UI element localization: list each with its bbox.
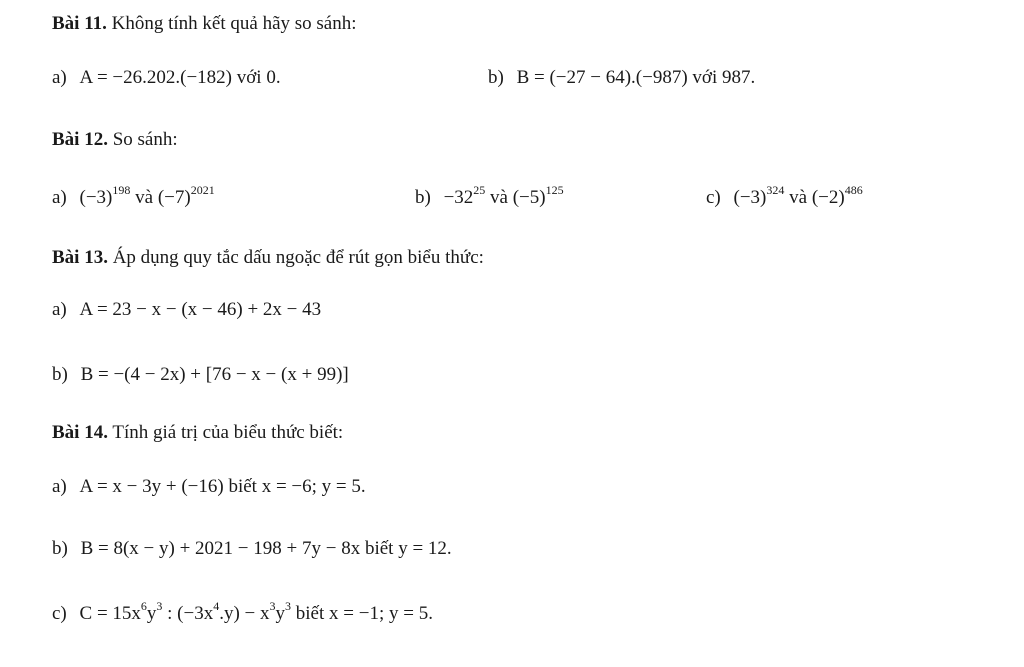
bai14-heading: Bài 14. (52, 422, 108, 443)
bai13-a-expr: A = 23 − x − (x − 46) + 2x − 43 (79, 299, 322, 320)
bai12-a-base2: (−7) (157, 187, 191, 208)
bai14-part-a (52, 473, 366, 501)
bai11-part-a (52, 64, 281, 92)
bai14-a-expr: A = x − 3y + (−16) (79, 476, 224, 497)
bai11-b-tail: với 987. (687, 67, 756, 88)
bai13-title (52, 244, 484, 272)
bai12-a-exp1: 198 (112, 183, 131, 197)
bai14-c-mid2: .y) − x (219, 603, 270, 624)
bai12-b-exp1: 25 (473, 183, 486, 197)
bai13-prompt: Áp dụng quy tắc dấu ngoặc để rút gọn biểu thức: (107, 247, 484, 268)
bai14-prompt: Tính giá trị của biểu thức biết: (107, 422, 344, 443)
bai14-c-y1: y (146, 603, 157, 624)
bai11-a-label: a) (52, 67, 67, 88)
bai12-heading: Bài 12. (52, 129, 108, 150)
bai14-c-mid: : (−3x (162, 603, 214, 624)
bai14-b-tail: biết y = 12. (360, 538, 452, 559)
bai14-c-e1: 6 (140, 599, 147, 613)
bai14-b-label: b) (52, 538, 68, 559)
bai11-title (52, 10, 357, 38)
bai12-b-label: b) (415, 187, 431, 208)
bai12-c-label: c) (706, 187, 721, 208)
bai13-part-b (52, 361, 349, 389)
bai12-c-exp1: 324 (766, 183, 785, 197)
bai12-a-va: và (130, 187, 158, 208)
bai11-heading: Bài 11. (52, 13, 107, 34)
bai13-heading: Bài 13. (52, 247, 108, 268)
bai14-c-e5: 3 (285, 599, 292, 613)
bai11-b-expr: B = (−27 − 64).(−987) (516, 67, 688, 88)
bai14-c-label: c) (52, 603, 67, 624)
bai14-title (52, 419, 343, 447)
bai13-b-label: b) (52, 364, 68, 385)
bai12-c-base1: (−3) (733, 187, 767, 208)
bai12-a-exp2: 2021 (190, 183, 215, 197)
bai14-c-pre: C = 15x (79, 603, 141, 624)
bai12-a-label: a) (52, 187, 67, 208)
bai12-b-va: và (485, 187, 513, 208)
bai12-b-exp2: 125 (545, 183, 564, 197)
bai12-c-va: và (784, 187, 812, 208)
bai14-c-e4: 3 (269, 599, 276, 613)
bai12-c-base2: (−2) (811, 187, 845, 208)
bai14-a-label: a) (52, 476, 67, 497)
bai12-c-exp2: 486 (844, 183, 863, 197)
bai12-prompt: So sánh: (107, 129, 178, 150)
bai12-part-a (52, 184, 215, 212)
bai13-b-expr: B = −(4 − 2x) + [76 − x − (x + 99)] (80, 364, 349, 385)
bai14-b-expr: B = 8(x − y) + 2021 − 198 + 7y − 8x (80, 538, 361, 559)
bai14-c-y2: y (275, 603, 286, 624)
bai14-c-e3: 4 (213, 599, 220, 613)
bai13-a-label: a) (52, 299, 67, 320)
bai14-part-b (52, 535, 452, 563)
bai12-a-base1: (−3) (79, 187, 113, 208)
bai11-a-expr: A = −26.202.(−182) (79, 67, 232, 88)
bai11-part-b (488, 64, 755, 92)
bai14-c-expr (79, 599, 292, 624)
bai12-part-b (415, 184, 564, 212)
bai12-b-base2: (−5) (512, 187, 546, 208)
bai13-part-a (52, 296, 321, 324)
bai14-c-e2: 3 (156, 599, 163, 613)
bai14-c-tail: biết x = −1; y = 5. (291, 603, 433, 624)
bai12-title (52, 126, 178, 154)
bai11-a-tail: với 0. (232, 67, 281, 88)
bai12-part-c (706, 184, 863, 212)
bai14-a-tail: biết x = −6; y = 5. (223, 476, 366, 497)
bai11-prompt: Không tính kết quả hãy so sánh: (106, 13, 357, 34)
bai11-b-label: b) (488, 67, 504, 88)
bai14-part-c (52, 600, 433, 628)
bai12-b-base1: −32 (443, 187, 474, 208)
